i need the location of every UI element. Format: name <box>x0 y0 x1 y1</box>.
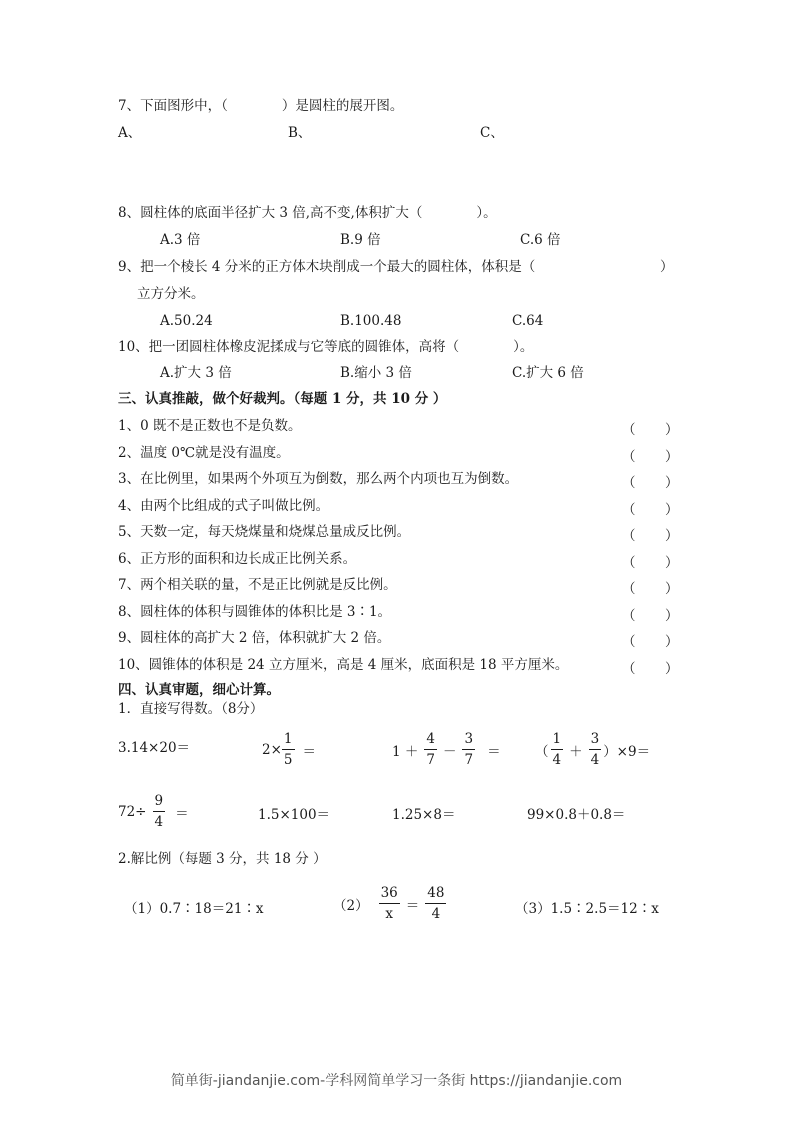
judge-item-1: 1、0 既不是正数也不是负数。 <box>118 418 302 434</box>
calc-5-post: ＝ <box>175 806 189 822</box>
calc-5-pre: 72÷ <box>118 804 147 820</box>
fraction <box>425 886 446 922</box>
calc-4 <box>535 732 650 768</box>
judge-item-9: 9、圆柱体的高扩大 2 倍，体积就扩大 2 倍。 <box>118 630 391 646</box>
judge-item-2: 2、温度 0℃就是没有温度。 <box>118 445 290 461</box>
answer-close-4: ） <box>665 502 679 518</box>
q8-option-a: A.3 倍 <box>160 232 201 248</box>
proportion-1 <box>124 897 264 917</box>
calc-4-mid: ＋ <box>569 744 583 760</box>
q9-text: 9、把一个棱长 4 分米的正方体木块削成一个最大的圆柱体，体积是（ <box>118 259 536 275</box>
judge-item-6: 6、正方形的面积和边长成正比例关系。 <box>118 551 357 567</box>
calc-7 <box>392 803 455 823</box>
judge-item-7: 7、两个相关联的量，不是正比例就是反比例。 <box>118 577 397 593</box>
fraction <box>379 886 400 922</box>
q9-option-c: C.64 <box>512 313 544 329</box>
fraction <box>551 732 564 768</box>
answer-open-8: （ <box>622 608 636 624</box>
numerator: 48 <box>425 886 446 904</box>
calc-3 <box>392 732 501 768</box>
calc-6-text: 1.5×100＝ <box>258 807 331 823</box>
proportion-2-pre: （2） <box>333 898 369 914</box>
answer-close-3: ） <box>665 475 679 491</box>
calc-8-text: 99×0.8＋0.8＝ <box>527 807 626 823</box>
numerator: 1 <box>282 732 295 750</box>
denominator: 5 <box>283 752 293 768</box>
q7-option-b: B、 <box>288 125 312 141</box>
calc-3-pre: 1 ＋ <box>392 744 419 760</box>
proportion-2 <box>333 886 448 922</box>
numerator: 4 <box>424 732 437 750</box>
answer-open-9: （ <box>622 634 636 650</box>
judge-item-8: 8、圆柱体的体积与圆锥体的体积比是 3∶1。 <box>118 604 392 620</box>
calc-3-mid: － <box>442 744 457 760</box>
calc-7-text: 1.25×8＝ <box>392 807 456 823</box>
denominator: x <box>385 906 393 922</box>
calc-2-pre: 2× <box>262 742 282 758</box>
judge-item-3: 3、在比例里，如果两个外项互为倒数，那么两个内项也互为倒数。 <box>118 471 519 487</box>
denominator: 7 <box>426 752 435 768</box>
q10-option-b: B.缩小 3 倍 <box>340 365 412 381</box>
numerator: 1 <box>551 732 564 750</box>
numerator: 36 <box>379 886 400 904</box>
numerator: 3 <box>462 732 475 750</box>
q9-close-paren: ） <box>660 259 674 275</box>
q9-option-a: A.50.24 <box>160 313 213 329</box>
answer-close-6: ） <box>665 555 679 571</box>
answer-close-1: ） <box>665 422 679 438</box>
q8-text: 8、圆柱体的底面半径扩大 3 倍,高不变,体积扩大（ ）。 <box>118 205 497 221</box>
answer-open-5: （ <box>622 528 636 544</box>
proportion-3 <box>515 897 659 917</box>
answer-open-3: （ <box>622 475 636 491</box>
denominator: 7 <box>464 752 474 768</box>
answer-close-5: ） <box>665 528 679 544</box>
answer-open-7: （ <box>622 581 636 597</box>
proportion-2-mid: ＝ <box>405 898 420 914</box>
proportion-1-text: （1）0.7∶18＝21∶x <box>124 901 264 917</box>
judge-item-10: 10、圆锥体的体积是 24 立方厘米，高是 4 厘米，底面积是 18 平方厘米。 <box>118 657 569 673</box>
section3-heading: 三、认真推敲，做个好裁判。（每题 1 分，共 10 分 ） <box>118 391 447 407</box>
judge-item-4: 4、由两个比组成的式子叫做比例。 <box>118 498 330 514</box>
fraction <box>282 732 295 768</box>
calc-2 <box>262 732 316 768</box>
part1-title: 1．直接写得数。（8分） <box>118 701 264 717</box>
denominator: 4 <box>552 752 562 768</box>
q10-option-a: A.扩大 3 倍 <box>160 365 232 381</box>
calc-4-pre: （ <box>535 744 549 760</box>
numerator: 9 <box>154 793 164 809</box>
answer-close-10: ） <box>665 661 679 677</box>
q10-option-c: C.扩大 6 倍 <box>512 365 584 381</box>
answer-open-6: （ <box>622 555 636 571</box>
calc-3-post: ＝ <box>487 744 501 760</box>
q10-text: 10、把一团圆柱体橡皮泥揉成与它等底的圆锥体，高将（ ）。 <box>118 339 534 355</box>
q7-text: 7、下面图形中，（ ）是圆柱的展开图。 <box>118 98 404 114</box>
calc-6 <box>258 803 330 823</box>
calc-4-post: ）×9＝ <box>603 744 651 760</box>
proportion-3-text: （3）1.5∶2.5＝12∶x <box>515 901 659 917</box>
answer-open-2: （ <box>622 449 636 465</box>
fraction <box>589 732 602 768</box>
answer-open-4: （ <box>622 502 636 518</box>
fraction <box>153 794 166 830</box>
answer-open-1: （ <box>622 422 636 438</box>
q8-option-b: B.9 倍 <box>340 232 381 248</box>
q7-option-c: C、 <box>480 125 504 141</box>
footer-watermark: 简单街-jiandanjie.com-学科网简单学习一条街 https://jiandanjie.com <box>170 1073 623 1089</box>
calc-2-post: ＝ <box>302 744 316 760</box>
answer-close-9: ） <box>665 634 679 650</box>
fraction <box>424 732 437 768</box>
numerator: 3 <box>589 732 602 750</box>
denominator: 4 <box>431 906 441 922</box>
answer-open-10: （ <box>622 661 636 677</box>
answer-close-2: ） <box>665 449 679 465</box>
q8-option-c: C.6 倍 <box>520 232 561 248</box>
calc-8 <box>527 803 625 823</box>
section4-heading: 四、认真审题，细心计算。 <box>118 682 280 698</box>
fraction <box>462 732 475 768</box>
judge-item-5: 5、天数一定，每天烧煤量和烧煤总量成反比例。 <box>118 524 411 540</box>
answer-close-8: ） <box>665 608 679 624</box>
part2-title: 2.解比例（每题 3 分，共 18 分 ） <box>118 851 327 867</box>
calc-1 <box>118 736 190 756</box>
q7-option-a: A、 <box>118 125 142 141</box>
answer-close-7: ） <box>665 581 679 597</box>
q9-option-b: B.100.48 <box>340 313 402 329</box>
denominator: 4 <box>590 752 600 768</box>
denominator: 4 <box>153 811 166 830</box>
q9-text-cont: 立方分米。 <box>137 286 205 302</box>
calc-1-text: 3.14×20＝ <box>118 740 191 756</box>
calc-5 <box>118 794 189 830</box>
